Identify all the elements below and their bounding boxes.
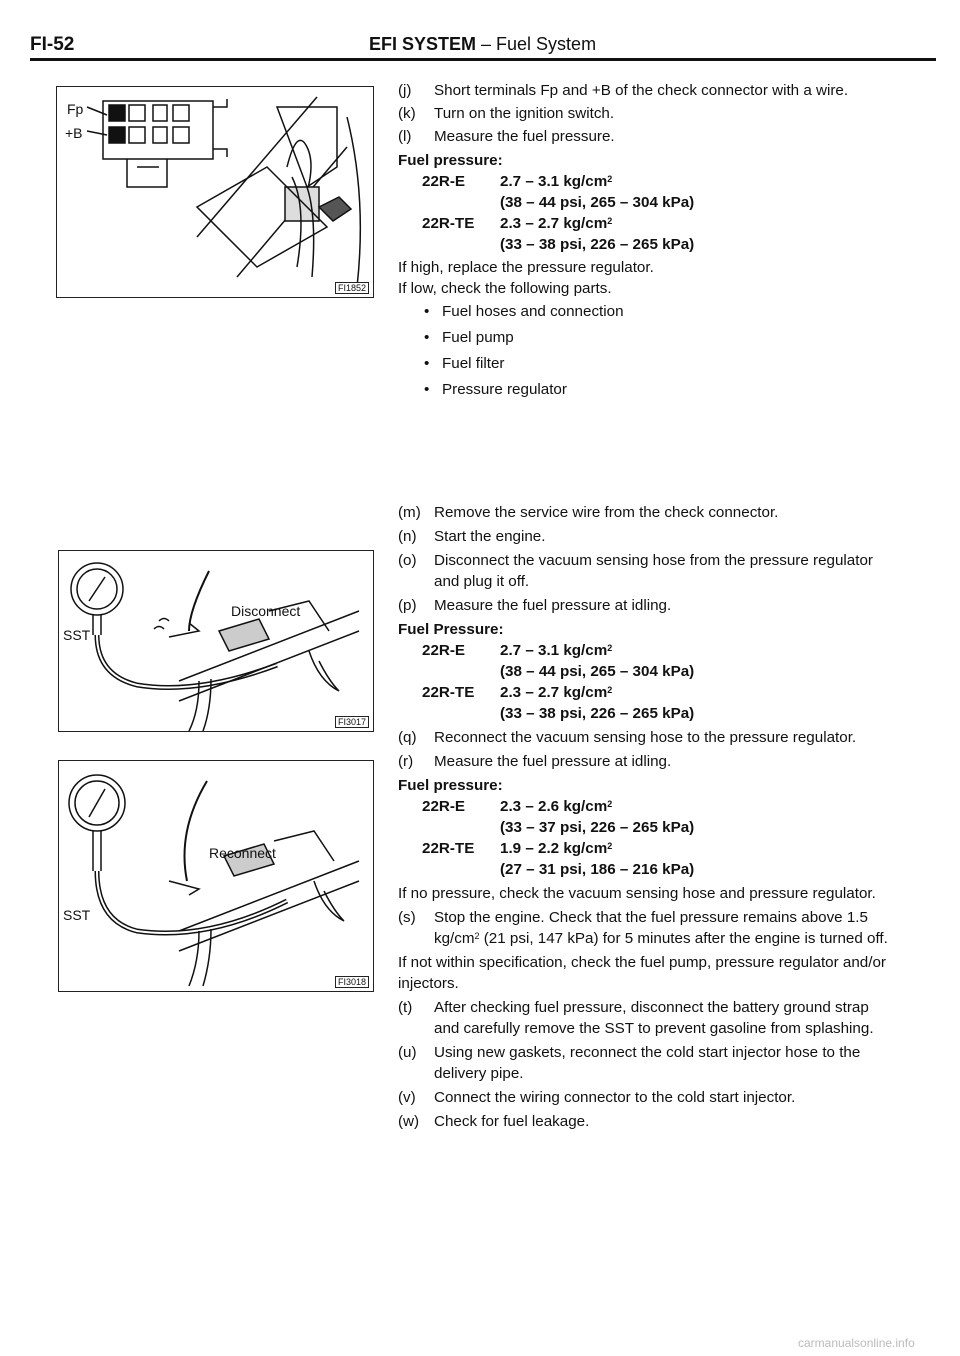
figure-reconnect (58, 760, 374, 992)
step-q: (q) Reconnect the vacuum sensing hose to the pressure regulator. (398, 729, 857, 746)
procedure-block-2 (398, 502, 888, 1132)
spec-fuel-pressure-2: Fuel Pressure: 22R-E 2.7 – 3.1 $kg/cm^2$ (38 – 44 psi, 265 – 304 kPa) 22R-TE 2.3 – 2.7 $kg/cm^2$ (33 – 38 psi, 226 – 265 kPa) (398, 621, 695, 722)
label-sst: SST (63, 627, 91, 643)
figure-id: FI3018 (335, 976, 369, 988)
footer-watermark: carmanualsonline.info (798, 1336, 915, 1350)
gauge-disconnect-illustration (59, 551, 373, 731)
step-l: (l) Measure the fuel pressure. (398, 128, 615, 145)
step-r: (r) Measure the fuel pressure at idling. (398, 753, 672, 770)
page-number: FI-52 (30, 34, 75, 55)
page-header (30, 34, 936, 56)
step-j: (j) Short terminals Fp and +B of the check connector with a wire. (398, 82, 849, 99)
label-fp: Fp (67, 101, 84, 117)
step-v: (v) Connect the wiring connector to the cold start injector. (398, 1089, 796, 1106)
step-m: (m) Remove the service wire from the check connector. (398, 504, 779, 521)
step-p: (p) Measure the fuel pressure at idling. (398, 597, 672, 614)
step-k: (k) Turn on the ignition switch. (398, 105, 615, 122)
spec-fuel-pressure-3: Fuel pressure: 22R-E 2.3 – 2.6 $kg/cm^2$ (33 – 37 psi, 226 – 265 kPa) 22R-TE 1.9 – 2.2 $kg/cm^2$ (27 – 31 psi, 186 – 216 kPa) (398, 777, 695, 878)
list-item: • Fuel filter (424, 355, 505, 372)
step-u: (u) Using new gaskets, reconnect the cold start injector hose to the delivery pipe. (398, 1044, 861, 1082)
para-not-within-spec: If not within specification, check the fuel pump, pressure regulator and/or injectors. (398, 954, 886, 992)
para-low: If low, check the following parts. (398, 280, 612, 297)
label-disconnect: Disconnect (231, 603, 301, 619)
list-item: • Fuel pump (424, 329, 514, 346)
header-rule (30, 58, 936, 61)
step-s: (s) Stop the engine. Check that the fuel pressure remains above 1.5 $kg/cm^2$ (21 psi, 147 kPa) for 5 minutes after the engine is turned off. (398, 909, 888, 947)
figure-disconnect (58, 550, 374, 732)
para-high: If high, replace the pressure regulator. (398, 259, 654, 276)
para-no-pressure: If no pressure, check the vacuum sensing hose and pressure regulator. (398, 885, 876, 902)
step-w: (w) Check for fuel leakage. (398, 1113, 590, 1130)
figure-check-connector (56, 86, 374, 298)
label-reconnect: Reconnect (209, 845, 276, 861)
figure-id: FI3017 (335, 716, 369, 728)
spec-fuel-pressure-1: Fuel pressure: 22R-E 2.7 – 3.1 $kg/cm^2$ (38 – 44 psi, 265 – 304 kPa) 22R-TE 2.3 – 2.7 $kg/cm^2$ (33 – 38 psi, 226 – 265 kPa) (398, 152, 695, 253)
gauge-reconnect-illustration (59, 761, 373, 991)
step-n: (n) Start the engine. (398, 528, 546, 545)
page-title: EFI SYSTEM – Fuel System (369, 34, 597, 54)
list-item: • Pressure regulator (424, 381, 567, 398)
step-t: (t) After checking fuel pressure, disconnect the battery ground strap and carefully remove the SST to prevent gasoline from splashing. (398, 999, 874, 1037)
bullet-list (398, 299, 888, 403)
check-connector-illustration (57, 87, 373, 297)
list-item: • Fuel hoses and connection (424, 303, 624, 320)
step-o: (o) Disconnect the vacuum sensing hose from the pressure regulator and plug it off. (398, 552, 873, 590)
procedure-block-1 (398, 80, 888, 403)
label-sst: SST (63, 907, 91, 923)
label-plus-b: +B (65, 125, 83, 141)
figure-id: FI1852 (335, 282, 369, 294)
